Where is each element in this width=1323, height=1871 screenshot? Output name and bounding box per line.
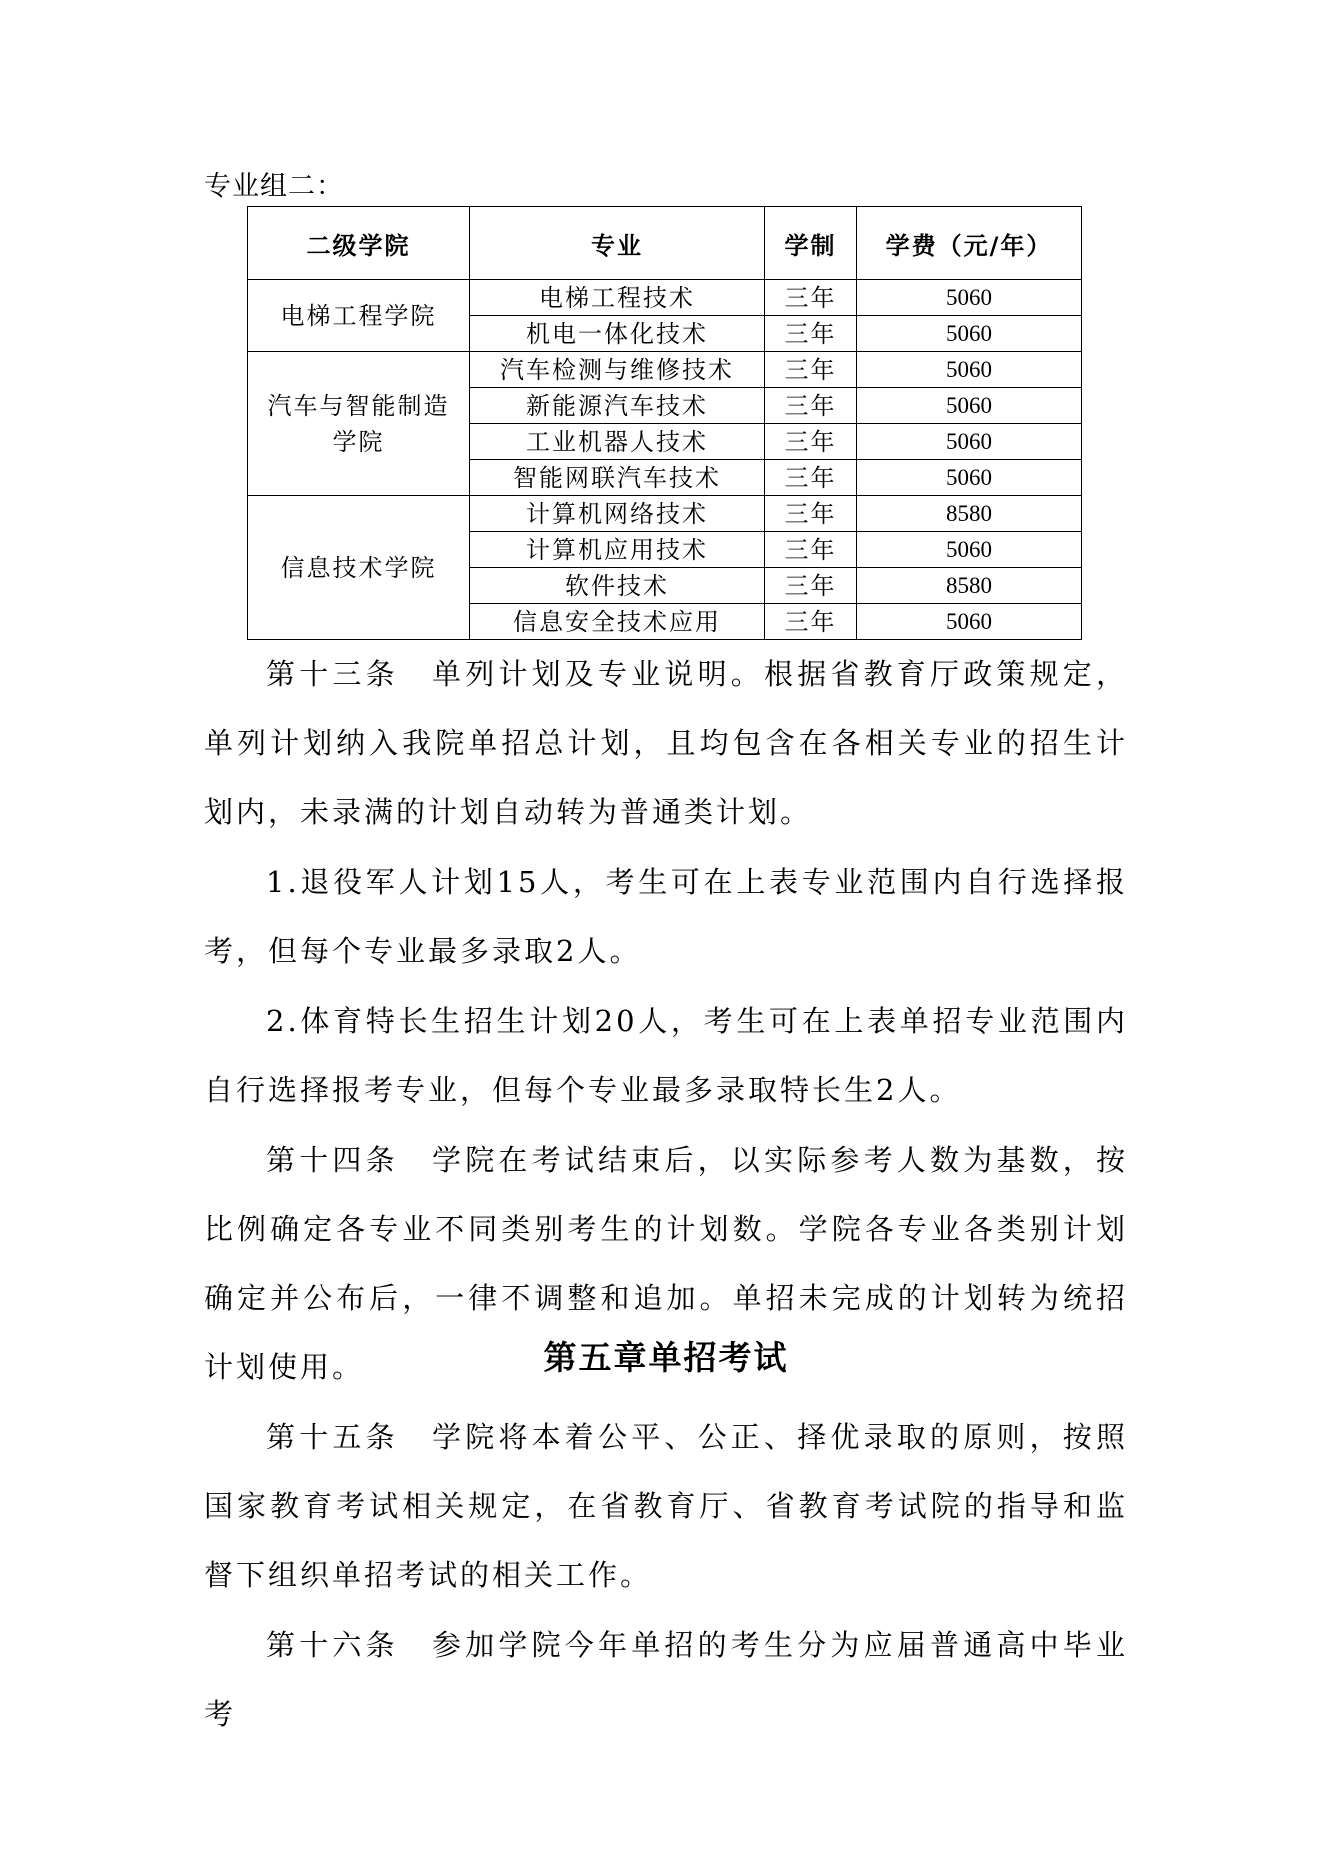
college-cell (248, 352, 470, 496)
item-2-paragraph: 2.体育特长生招生计划20人，考生可在上表单招专业范围内自行选择报考专业，但每个专业最多录取特长生2人。 (204, 1004, 1128, 1107)
majors-table (247, 206, 1082, 640)
header-fee: 学费（元/年） (857, 207, 1082, 280)
fee-cell: 5060 (857, 352, 1082, 388)
article-16-paragraph: 第十六条 参加学院今年单招的考生分为应届普通高中毕业考 (204, 1628, 1128, 1731)
header-major: 专业 (470, 207, 765, 280)
college-name-line: 电梯工程学院 (280, 301, 437, 330)
major-cell: 电梯工程技术 (470, 280, 765, 316)
article-14-paragraph: 第十四条 学院在考试结束后，以实际参考人数为基数，按比例确定各专业不同类别考生的计划数。学院各专业各类别计划确定并公布后，一律不调整和追加。单招未完成的计划转为统招计划使用。 (204, 1143, 1128, 1384)
duration-cell: 三年 (765, 352, 857, 388)
chapter-heading: 第五章单招考试 (543, 1338, 789, 1377)
college-cell (248, 280, 470, 352)
group-label: 专业组二： (204, 171, 344, 202)
article-15-paragraph: 第十五条 学院将本着公平、公正、择优录取的原则，按照国家教育考试相关规定，在省教育厅、省教育考试院的指导和监督下组织单招考试的相关工作。 (204, 1420, 1128, 1592)
duration-cell: 三年 (765, 280, 857, 316)
major-cell: 新能源汽车技术 (470, 388, 765, 424)
fee-cell: 5060 (857, 604, 1082, 640)
duration-cell: 三年 (765, 388, 857, 424)
header-college: 二级学院 (248, 207, 470, 280)
duration-cell: 三年 (765, 568, 857, 604)
major-cell: 信息安全技术应用 (470, 604, 765, 640)
duration-cell: 三年 (765, 460, 857, 496)
college-name-line: 信息技术学院 (280, 553, 437, 582)
duration-cell: 三年 (765, 424, 857, 460)
college-name-line: 汽车与智能制造 (267, 391, 450, 420)
college-name-line: 学院 (332, 427, 385, 456)
fee-cell: 5060 (857, 280, 1082, 316)
table-row (248, 496, 1082, 532)
duration-cell: 三年 (765, 316, 857, 352)
table-row (248, 352, 1082, 388)
header-duration: 学制 (765, 207, 857, 280)
fee-cell: 8580 (857, 496, 1082, 532)
table-row (248, 280, 1082, 316)
fee-cell: 5060 (857, 316, 1082, 352)
item-1-paragraph: 1.退役军人计划15人，考生可在上表专业范围内自行选择报考，但每个专业最多录取2人。 (204, 865, 1128, 968)
fee-cell: 5060 (857, 532, 1082, 568)
major-cell: 工业机器人技术 (470, 424, 765, 460)
article-13-paragraph: 第十三条 单列计划及专业说明。根据省教育厅政策规定，单列计划纳入我院单招总计划，且均包含在各相关专业的招生计划内，未录满的计划自动转为普通类计划。 (204, 657, 1128, 829)
major-cell: 汽车检测与维修技术 (470, 352, 765, 388)
duration-cell: 三年 (765, 604, 857, 640)
major-cell: 机电一体化技术 (470, 316, 765, 352)
major-cell: 智能网联汽车技术 (470, 460, 765, 496)
major-cell: 计算机网络技术 (470, 496, 765, 532)
fee-cell: 5060 (857, 460, 1082, 496)
fee-cell: 8580 (857, 568, 1082, 604)
fee-cell: 5060 (857, 424, 1082, 460)
college-cell (248, 496, 470, 640)
table-header-row (248, 207, 1082, 280)
major-cell: 软件技术 (470, 568, 765, 604)
duration-cell: 三年 (765, 496, 857, 532)
major-cell: 计算机应用技术 (470, 532, 765, 568)
fee-cell: 5060 (857, 388, 1082, 424)
duration-cell: 三年 (765, 532, 857, 568)
